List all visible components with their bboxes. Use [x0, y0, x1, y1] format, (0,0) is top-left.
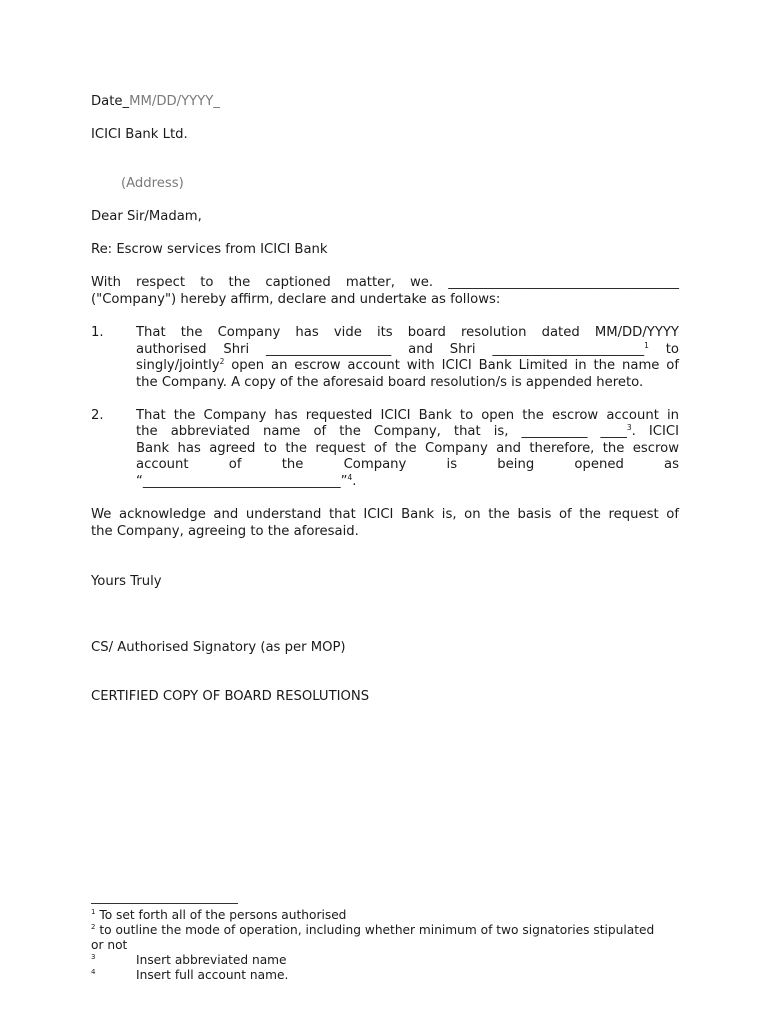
- footnote-4: [91, 968, 95, 983]
- intro-line-1: With respect to the captioned matter, we. ___________________________________: [91, 275, 679, 290]
- item-2-line-4: account of the Company is being opened as: [136, 457, 679, 472]
- item-1-number: 1.: [91, 325, 104, 340]
- addressee: ICICI Bank Ltd.: [91, 127, 188, 142]
- item-2-line-3: Bank has agreed to the request of the Company and therefore, the escrow: [136, 441, 679, 456]
- acknowledgement-line-2: the Company, agreeing to the aforesaid.: [91, 524, 359, 539]
- address-placeholder: (Address): [121, 176, 184, 191]
- footnote-4-text: Insert full account name.: [136, 968, 289, 982]
- item-2-line-5-end: .: [352, 474, 357, 489]
- footnote-4-mark: 4: [91, 968, 96, 976]
- closing: Yours Truly: [91, 574, 162, 589]
- item-2-line-5: [136, 474, 679, 491]
- footnote-1-text: To set forth all of the persons authorised: [95, 908, 347, 922]
- item-2-line-2-end: . ICICI: [631, 424, 679, 439]
- footnote-3-mark: 3: [91, 953, 96, 961]
- footnote-ref-1: 1: [644, 341, 649, 350]
- footnote-2: [91, 923, 654, 938]
- subject-line: Re: Escrow services from ICICI Bank: [91, 242, 328, 257]
- item-1-line-4: the Company. A copy of the aforesaid board resolution/s is appended hereto.: [136, 375, 644, 390]
- footnote-ref-4: 4: [347, 473, 353, 482]
- footnote-2-text: to outline the mode of operation, including whether minimum of two signatories stipulated: [95, 923, 655, 937]
- footnote-2-continued: or not: [91, 938, 128, 952]
- footnote-1-mark: 1: [91, 908, 96, 916]
- date-line: [91, 94, 220, 110]
- item-1-line-2-text: authorised Shri ___________________ and Shri _______________________: [136, 342, 645, 357]
- item-2-number: 2.: [91, 408, 104, 423]
- footnote-separator: [91, 903, 238, 904]
- item-2-line-2-text: the abbreviated name of the Company, that is, __________ ____: [136, 424, 627, 439]
- item-1-line-3-text: open an escrow account with ICICI Bank Limited in the name of: [224, 358, 679, 373]
- footnote-ref-2: 2: [219, 357, 225, 366]
- footnote-3-text: Insert abbreviated name: [136, 953, 287, 967]
- footnote-1: [91, 908, 346, 923]
- item-2-line-1: That the Company has requested ICICI Bank to open the escrow account in: [136, 408, 679, 423]
- item-1-line-3: [136, 358, 679, 375]
- footnote-2-mark: 2: [91, 923, 96, 931]
- footnote-3: [91, 953, 95, 968]
- item-2-account-blank: “______________________________”: [136, 474, 348, 489]
- acknowledgement-line-1: We acknowledge and understand that ICICI Bank is, on the basis of the request of: [91, 507, 679, 522]
- intro-line-2: ("Company") hereby affirm, declare and undertake as follows:: [91, 292, 501, 307]
- item-2-line-2: [136, 424, 679, 441]
- signatory-line: CS/ Authorised Signatory (as per MOP): [91, 640, 346, 655]
- item-1-line-3-start: singly/jointly: [136, 358, 220, 373]
- item-1-line-2: [136, 342, 679, 359]
- item-1-line-1: That the Company has vide its board resolution dated MM/DD/YYYY: [136, 325, 679, 340]
- item-1-line-2-end: to: [648, 342, 679, 357]
- footnote-ref-3: 3: [626, 423, 632, 432]
- certified-copy-heading: CERTIFIED COPY OF BOARD RESOLUTIONS: [91, 689, 370, 704]
- salutation: Dear Sir/Madam,: [91, 209, 202, 224]
- date-placeholder: MM/DD/YYYY_: [129, 94, 220, 109]
- date-label: Date_: [91, 94, 130, 109]
